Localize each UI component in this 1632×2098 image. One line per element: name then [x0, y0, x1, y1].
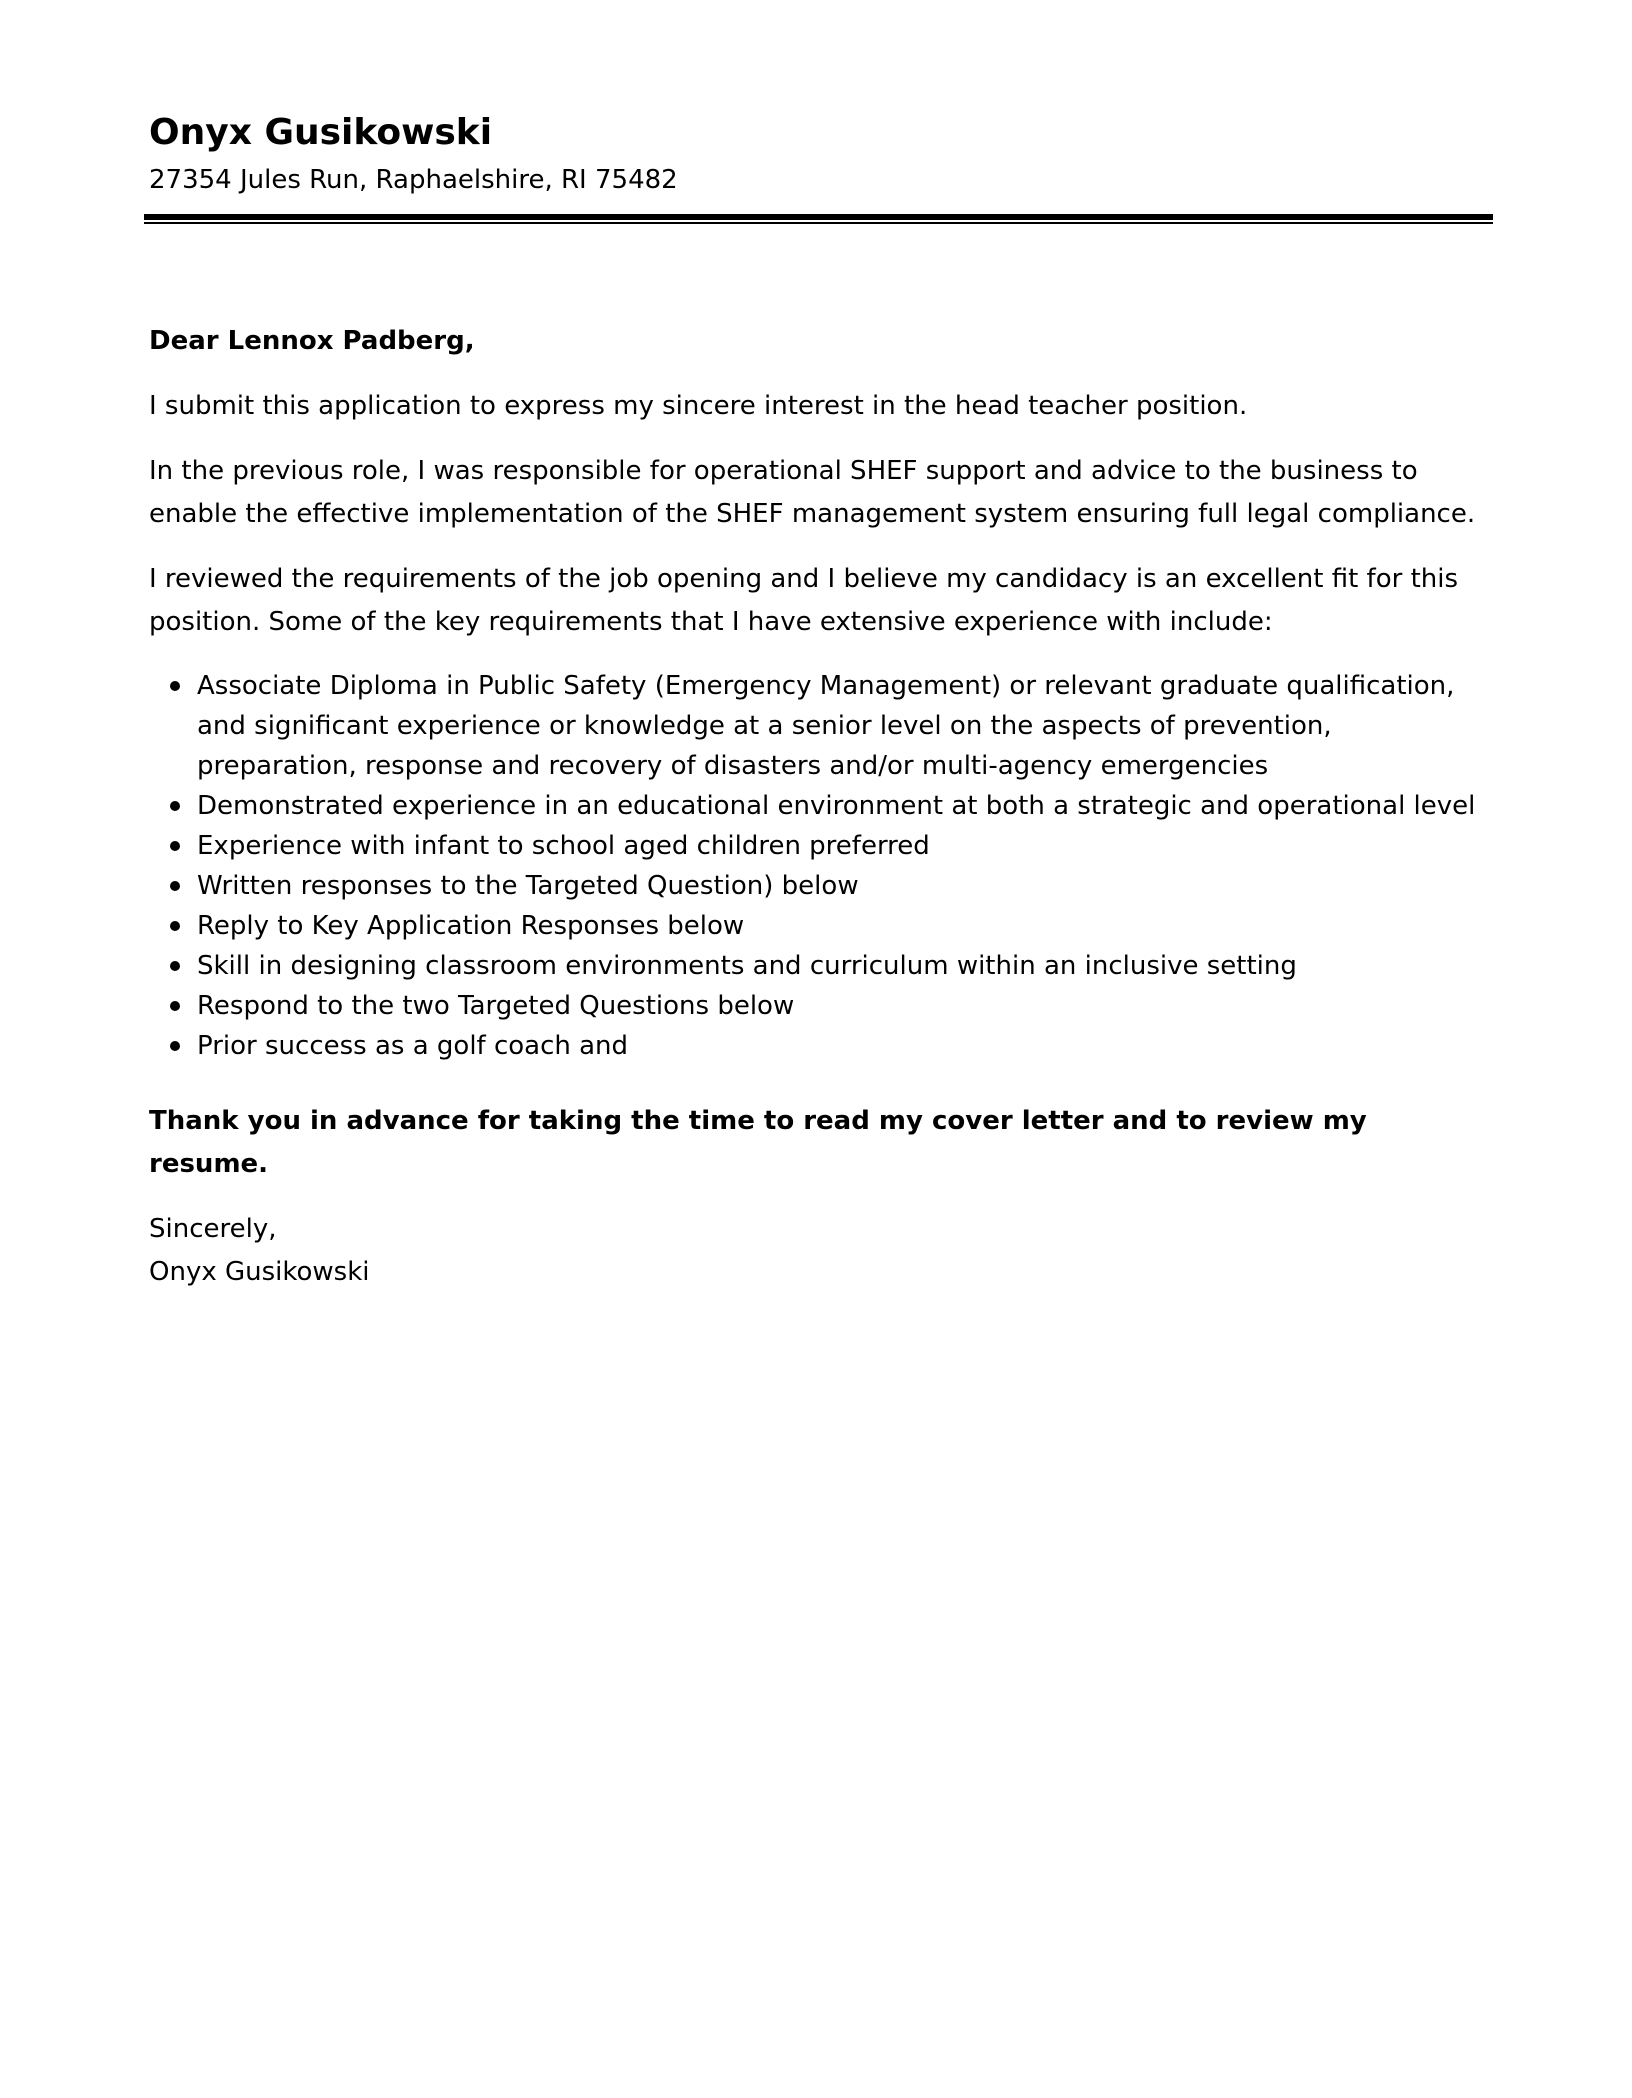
list-item-text: Associate Diploma in Public Safety (Emergency Management) or relevant graduate qualification, and significant experience or knowledge at a senior level on the aspects of prevention, preparation, response and recovery of disasters and/or multi-agency emergencies [197, 671, 1455, 781]
list-item-text: Respond to the two Targeted Questions below [197, 991, 795, 1021]
list-item [149, 906, 1479, 946]
paragraph-previous-role: In the previous role, I was responsible for operational SHEF support and advice to the business to enable the effective implementation of the SHEF management system ensuring full legal compliance. [149, 456, 1476, 529]
sender-name: Onyx Gusikowski [149, 112, 493, 153]
header-rule-thick [144, 214, 1493, 220]
bullet-icon [170, 961, 180, 971]
signature: Onyx Gusikowski [149, 1257, 370, 1287]
bullet-icon [170, 881, 180, 891]
paragraph-requirements: I reviewed the requirements of the job opening and I believe my candidacy is an excellent fit for this position. Some of the key requirements that I have extensive experience with include: [149, 564, 1459, 637]
requirements-list [149, 666, 1479, 1066]
bullet-icon [170, 801, 180, 811]
list-item [149, 826, 1479, 866]
list-item [149, 1026, 1479, 1066]
list-item [149, 946, 1479, 986]
bullet-icon [170, 1041, 180, 1051]
list-item-text: Experience with infant to school aged children preferred [197, 831, 930, 861]
list-item-text: Skill in designing classroom environments and curriculum within an inclusive setting [197, 951, 1297, 981]
list-item [149, 786, 1479, 826]
paragraph-intro: I submit this application to express my sincere interest in the head teacher position. [149, 391, 1248, 421]
bullet-icon [170, 1001, 180, 1011]
list-item-text: Written responses to the Targeted Question) below [197, 871, 859, 901]
bullet-icon [170, 841, 180, 851]
bullet-icon [170, 921, 180, 931]
list-item [149, 866, 1479, 906]
thank-you-line: Thank you in advance for taking the time to read my cover letter and to review my resume. [149, 1106, 1367, 1179]
list-item [149, 666, 1479, 786]
list-item-text: Prior success as a golf coach and [197, 1031, 629, 1061]
list-item [149, 986, 1479, 1026]
letter-body [149, 320, 1479, 1294]
list-item-text: Reply to Key Application Responses below [197, 911, 745, 941]
greeting: Dear Lennox Padberg, [149, 326, 475, 356]
closing: Sincerely, [149, 1214, 277, 1244]
header-rule-thin [144, 222, 1493, 224]
list-item-text: Demonstrated experience in an educational environment at both a strategic and operational level [197, 791, 1476, 821]
sender-address: 27354 Jules Run, Raphaelshire, RI 75482 [149, 165, 678, 195]
bullet-icon [170, 681, 180, 691]
